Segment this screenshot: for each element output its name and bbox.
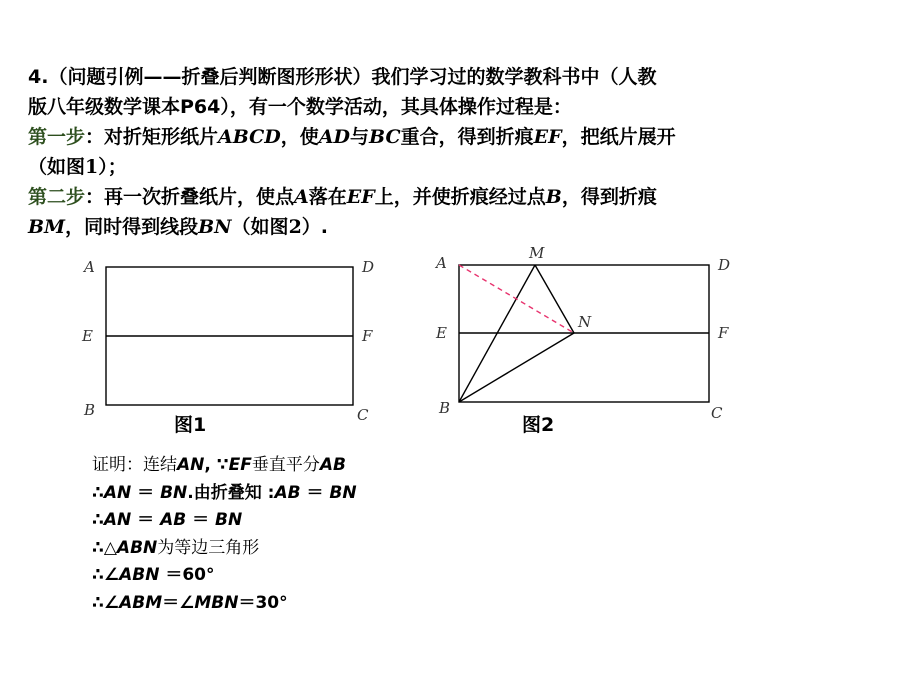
proof-text: ∴△ xyxy=(92,537,117,558)
proof-text: ∴ xyxy=(92,482,104,503)
step1-ad: AD xyxy=(318,126,351,148)
segment-bn xyxy=(459,333,574,402)
proof-line-4 xyxy=(92,535,652,563)
figure-1 xyxy=(81,258,374,436)
step1-text: 重合，得到折痕 xyxy=(400,126,534,148)
label-c: C xyxy=(711,404,723,422)
step2-text: ）. xyxy=(301,216,329,238)
step2-ef: EF xyxy=(346,186,375,208)
label-d: D xyxy=(362,258,375,276)
proof-text: ＝ xyxy=(300,482,330,503)
step1-label: 第一步 xyxy=(28,126,86,148)
step2-bn: BN xyxy=(198,216,232,238)
step1-text: ：对折矩形纸片 xyxy=(85,126,219,148)
proof-term: AB xyxy=(319,455,346,475)
proof-text: , ∵ xyxy=(204,455,229,475)
segment-mn xyxy=(535,265,574,333)
proof-text: ＝∠ xyxy=(162,592,195,613)
proof-term: AN xyxy=(103,482,132,503)
label-a: A xyxy=(84,258,95,276)
proof-text: 为等边三角形 xyxy=(157,537,260,558)
figure-1-caption: 图1 xyxy=(174,414,207,436)
proof-text: ∴∠ xyxy=(92,565,120,585)
proof-term: MBN xyxy=(194,592,239,613)
proof-line-6 xyxy=(92,590,652,618)
step1-text: ，使 xyxy=(280,126,319,148)
label-d: D xyxy=(718,256,731,274)
proof-text: ∴ xyxy=(92,510,104,530)
label-n: N xyxy=(578,313,592,331)
problem-text: 版八年级数学课本P64），有一个数学活动，其具体操作过程是： xyxy=(28,96,572,118)
proof-text: 证明：连结 xyxy=(92,455,177,475)
step2-bm: BM xyxy=(28,216,66,238)
label-b: B xyxy=(439,399,451,417)
proof-line-5 xyxy=(92,562,652,590)
step2-text: 上，并使折痕经过点 xyxy=(374,186,546,208)
step1-ef: EF xyxy=(533,126,562,148)
proof-line-1 xyxy=(92,452,652,480)
proof-text: ＝30° xyxy=(238,592,288,613)
step2-text: ，同时得到线段 xyxy=(65,216,199,238)
label-f: F xyxy=(362,327,373,345)
proof-text: .由折叠知 : xyxy=(187,482,275,503)
step2-text: ，得到折痕 xyxy=(561,186,657,208)
proof-line-3 xyxy=(92,507,652,535)
proof-term: ABM xyxy=(119,592,163,613)
proof-text: ＝ xyxy=(186,510,216,530)
proof-term: AB xyxy=(160,510,187,530)
proof-term: ABN xyxy=(116,537,158,558)
proof-term: AN xyxy=(103,510,132,530)
label-f: F xyxy=(718,324,729,342)
step2-text: 落在 xyxy=(308,186,347,208)
step2-text: （如图 xyxy=(231,216,289,238)
proof xyxy=(92,452,652,617)
proof-text: ＝60° xyxy=(159,565,215,585)
label-e: E xyxy=(436,324,447,342)
proof-line-2 xyxy=(92,480,652,508)
proof-term: BN xyxy=(329,482,357,503)
label-b: B xyxy=(84,401,96,419)
proof-term: ABN xyxy=(119,565,160,585)
step1-bc: BC xyxy=(369,126,401,148)
label-e: E xyxy=(82,327,93,345)
step2-point-a: A xyxy=(294,186,309,208)
step1-text: 与 xyxy=(350,126,370,148)
dashed-segment-an xyxy=(459,265,574,333)
label-a: A xyxy=(436,254,447,272)
step1-text: ，把纸片展开 xyxy=(561,126,676,148)
step1-text: （如图 xyxy=(28,156,86,178)
proof-text: 垂直平分 xyxy=(251,455,320,475)
step1-fig-num: 1 xyxy=(85,156,99,178)
step2-label: 第二步 xyxy=(28,186,86,208)
proof-text: ＝ xyxy=(131,510,161,530)
label-c: C xyxy=(357,406,369,424)
proof-term: EF xyxy=(228,455,252,475)
proof-term: AN xyxy=(177,455,205,475)
proof-term: BN xyxy=(160,482,188,503)
step2-point-b: B xyxy=(545,186,562,208)
proof-term: BN xyxy=(215,510,243,530)
proof-text: ∴∠ xyxy=(92,592,120,613)
step1-abcd: ABCD xyxy=(218,126,281,148)
step1-text: ）； xyxy=(98,156,127,178)
step2-text: ：再一次折叠纸片，使点 xyxy=(85,186,295,208)
step2-fig-num: 2 xyxy=(288,216,302,238)
proof-text: ＝ xyxy=(131,482,161,503)
problem-text: 4.（问题引例——折叠后判断图形形状）我们学习过的数学教科书中（人教 xyxy=(28,66,657,88)
figure-2 xyxy=(434,244,730,436)
figure-2-caption: 图2 xyxy=(522,414,555,436)
label-m: M xyxy=(529,244,545,262)
proof-term: AB xyxy=(274,482,301,503)
